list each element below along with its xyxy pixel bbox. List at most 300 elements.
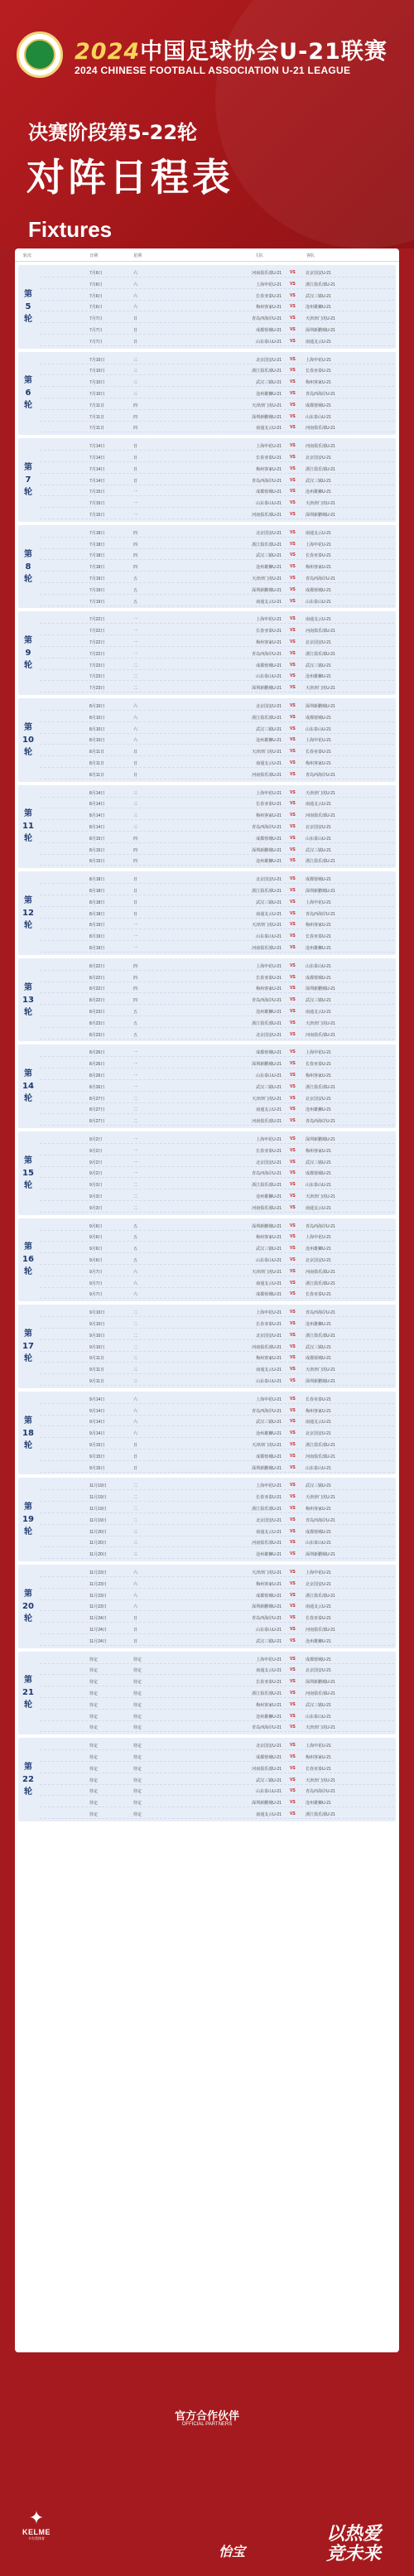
home-team: 青岛西海岸U-21 bbox=[252, 824, 282, 830]
away-team: 河南俱乐部U-21 bbox=[306, 813, 335, 819]
match-day: 待定 bbox=[133, 1744, 142, 1749]
round-label-part: 轮 bbox=[24, 1787, 32, 1797]
home-team: 北京国安U-21 bbox=[256, 1032, 282, 1038]
match-day: 三 bbox=[133, 357, 138, 363]
match-row bbox=[40, 1710, 394, 1721]
vs-label: VS bbox=[290, 1083, 296, 1089]
match-row bbox=[40, 613, 394, 624]
away-team: 河南俱乐部U-21 bbox=[306, 629, 335, 634]
away-team: 山东泰山U-21 bbox=[306, 726, 331, 732]
match-date: 9月2日 bbox=[89, 1160, 103, 1165]
match-row bbox=[40, 527, 394, 538]
round-label bbox=[18, 352, 38, 436]
vs-label: VS bbox=[290, 1494, 296, 1500]
round-label-part: 轮 bbox=[24, 747, 32, 757]
match-day: 五 bbox=[133, 1032, 138, 1038]
vs-label: VS bbox=[290, 270, 296, 275]
match-date: 7月7日 bbox=[89, 316, 103, 322]
match-day: 一 bbox=[133, 1171, 138, 1177]
match-row bbox=[40, 1306, 394, 1317]
kelme-name: KELME bbox=[22, 2528, 51, 2536]
match-row bbox=[40, 561, 394, 572]
match-date: 8月14日 bbox=[89, 824, 105, 830]
vs-label: VS bbox=[290, 1136, 296, 1141]
match-row bbox=[40, 960, 394, 971]
match-row bbox=[40, 1266, 394, 1276]
header-date: 日期 bbox=[89, 253, 99, 258]
home-team: 成都蓉城U-21 bbox=[256, 1593, 282, 1599]
match-date: 7月10日 bbox=[89, 380, 105, 386]
away-team: 青岛西海岸U-21 bbox=[306, 772, 335, 778]
home-team: 长春亚泰U-21 bbox=[256, 1495, 282, 1501]
away-team: 武汉三镇U-21 bbox=[306, 663, 331, 668]
match-date: 7月14日 bbox=[89, 444, 105, 450]
match-date: 8月14日 bbox=[89, 813, 105, 819]
away-team: 南通支云U-21 bbox=[306, 802, 331, 808]
match-row bbox=[40, 809, 394, 820]
match-date: 7月15日 bbox=[89, 490, 105, 495]
match-date: 11月24日 bbox=[89, 1638, 107, 1644]
vs-label: VS bbox=[290, 789, 296, 795]
round-label bbox=[18, 1738, 38, 1821]
match-day: 一 bbox=[133, 934, 138, 940]
round-label-part: 第 bbox=[24, 809, 32, 819]
header-away: 客队 bbox=[306, 253, 315, 258]
match-row bbox=[40, 485, 394, 496]
away-team: 深圳新鹏城U-21 bbox=[306, 512, 335, 518]
match-date: 待定 bbox=[89, 1691, 99, 1696]
vs-label: VS bbox=[290, 910, 296, 916]
match-day: 二 bbox=[133, 1506, 138, 1512]
vs-label: VS bbox=[290, 685, 296, 691]
match-row bbox=[40, 1220, 394, 1231]
match-date: 11月20日 bbox=[89, 1541, 107, 1546]
match-day: 六 bbox=[133, 1581, 138, 1587]
round-label-part: 第 bbox=[24, 289, 32, 299]
home-team: 沧州雄狮U-21 bbox=[256, 1714, 282, 1720]
home-team: 河南俱乐部U-21 bbox=[252, 1344, 282, 1350]
match-date: 9月6日 bbox=[89, 1247, 103, 1252]
match-date: 7月19日 bbox=[89, 576, 105, 581]
match-date: 9月15日 bbox=[89, 1465, 105, 1471]
round-label-part: 17 bbox=[22, 1341, 34, 1351]
match-date: 8月18日 bbox=[89, 888, 105, 894]
match-row bbox=[40, 896, 394, 907]
vs-label: VS bbox=[290, 466, 296, 471]
round-label-part: 第 bbox=[24, 1329, 32, 1339]
match-date: 8月19日 bbox=[89, 934, 105, 940]
match-row bbox=[40, 1375, 394, 1386]
match-date: 7月18日 bbox=[89, 542, 105, 548]
match-row bbox=[40, 1242, 394, 1253]
vs-label: VS bbox=[290, 628, 296, 634]
round-label-part: 8 bbox=[25, 562, 31, 572]
match-row bbox=[40, 364, 394, 375]
home-team: 南通支云U-21 bbox=[256, 761, 282, 766]
match-row bbox=[40, 1664, 394, 1675]
match-row bbox=[40, 1427, 394, 1438]
round-block bbox=[18, 265, 396, 349]
home-team: 山东泰山U-21 bbox=[256, 1257, 282, 1263]
home-team: 南通支云U-21 bbox=[256, 911, 282, 917]
match-day: 二 bbox=[133, 686, 138, 692]
match-day: 四 bbox=[133, 963, 138, 969]
match-day: 日 bbox=[133, 1616, 138, 1622]
vs-label: VS bbox=[290, 356, 296, 362]
away-team: 山东泰山U-21 bbox=[306, 836, 331, 842]
round-label bbox=[18, 1218, 38, 1302]
match-date: 8月23日 bbox=[89, 1009, 105, 1015]
away-team: 山东泰山U-21 bbox=[306, 963, 331, 969]
match-row bbox=[40, 769, 394, 779]
away-team: 沧州雄狮U-21 bbox=[306, 490, 331, 495]
vs-label: VS bbox=[290, 1061, 296, 1067]
match-row bbox=[40, 844, 394, 855]
round-block bbox=[18, 1652, 396, 1735]
match-row bbox=[40, 1405, 394, 1416]
home-team: 天津津门虎U-21 bbox=[252, 403, 282, 408]
vs-label: VS bbox=[290, 749, 296, 755]
vs-label: VS bbox=[290, 1713, 296, 1719]
away-team: 浙江俱乐部U-21 bbox=[306, 651, 335, 657]
away-team: 山东泰山U-21 bbox=[306, 414, 331, 420]
match-day: 三 bbox=[133, 1541, 138, 1546]
vs-label: VS bbox=[290, 1788, 296, 1794]
vs-label: VS bbox=[290, 598, 296, 604]
match-date: 9月7日 bbox=[89, 1269, 103, 1275]
vs-label: VS bbox=[290, 1464, 296, 1470]
away-team: 深圳新鹏城U-21 bbox=[306, 888, 335, 894]
match-day: 日 bbox=[133, 761, 138, 766]
match-date: 7月11日 bbox=[89, 403, 104, 408]
match-row bbox=[40, 324, 394, 335]
match-date: 8月10日 bbox=[89, 715, 105, 721]
home-team: 梅州客家U-21 bbox=[256, 639, 282, 645]
match-date: 9月2日 bbox=[89, 1137, 103, 1142]
home-team: 成都蓉城U-21 bbox=[256, 1454, 282, 1459]
vs-label: VS bbox=[290, 1320, 296, 1326]
match-date: 8月18日 bbox=[89, 900, 105, 905]
match-day: 一 bbox=[133, 490, 138, 495]
vs-label: VS bbox=[290, 511, 296, 517]
away-team: 梅州客家U-21 bbox=[306, 565, 331, 571]
match-date: 7月22日 bbox=[89, 629, 105, 634]
match-row bbox=[40, 1600, 394, 1611]
match-row bbox=[40, 1653, 394, 1664]
match-date: 9月14日 bbox=[89, 1420, 105, 1425]
vs-label: VS bbox=[290, 541, 296, 547]
match-day: 日 bbox=[133, 877, 138, 883]
home-team: 北京国安U-21 bbox=[256, 1744, 282, 1749]
home-team: 武汉三镇U-21 bbox=[256, 1247, 282, 1252]
match-row bbox=[40, 572, 394, 583]
fixtures-label: Fixtures bbox=[28, 217, 113, 242]
match-date: 7月15日 bbox=[89, 512, 105, 518]
vs-label: VS bbox=[290, 368, 296, 374]
away-team: 天津津门虎U-21 bbox=[306, 1725, 335, 1731]
home-team: 深圳新鹏城U-21 bbox=[252, 1223, 282, 1229]
match-date: 8月19日 bbox=[89, 945, 105, 951]
vs-label: VS bbox=[290, 1194, 296, 1199]
match-row bbox=[40, 1093, 394, 1103]
match-row bbox=[40, 942, 394, 953]
league-name-cn: 中国足球协会U-21联赛 bbox=[140, 39, 388, 65]
round-label bbox=[18, 785, 38, 869]
round-label-part: 第 bbox=[24, 895, 32, 905]
match-day: 四 bbox=[133, 859, 138, 865]
vs-label: VS bbox=[290, 1332, 296, 1338]
match-day: 日 bbox=[133, 1638, 138, 1644]
round-block bbox=[18, 352, 396, 436]
round-block bbox=[18, 611, 396, 695]
vs-label: VS bbox=[290, 1483, 296, 1488]
away-team: 天津津门虎U-21 bbox=[306, 501, 335, 507]
match-row bbox=[40, 1069, 394, 1080]
match-day: 六 bbox=[133, 1292, 138, 1298]
round-block bbox=[18, 1738, 396, 1821]
home-team: 梅州客家U-21 bbox=[256, 1702, 282, 1708]
round-label-part: 轮 bbox=[24, 834, 32, 844]
vs-label: VS bbox=[290, 650, 296, 656]
match-day: 六 bbox=[133, 1397, 138, 1402]
match-day: 四 bbox=[133, 847, 138, 853]
away-team: 青岛西海岸U-21 bbox=[306, 1310, 335, 1316]
match-row bbox=[40, 278, 394, 289]
vs-label: VS bbox=[290, 997, 296, 1003]
match-date: 9月10日 bbox=[89, 1333, 105, 1339]
away-team: 山东泰山U-21 bbox=[306, 599, 331, 605]
match-date: 8月23日 bbox=[89, 1032, 105, 1038]
match-day: 日 bbox=[133, 1442, 138, 1448]
match-day: 五 bbox=[133, 1020, 138, 1026]
vs-label: VS bbox=[290, 1355, 296, 1361]
match-day: 四 bbox=[133, 553, 138, 559]
home-team: 浙江俱乐部U-21 bbox=[252, 1020, 282, 1026]
match-day: 三 bbox=[133, 369, 138, 374]
match-date: 9月3日 bbox=[89, 1194, 103, 1199]
away-team: 浙江俱乐部U-21 bbox=[306, 1442, 335, 1448]
match-day: 一 bbox=[133, 1073, 138, 1078]
match-date: 待定 bbox=[89, 1702, 99, 1708]
match-date: 8月27日 bbox=[89, 1107, 105, 1113]
match-row bbox=[40, 723, 394, 734]
home-team: 梅州客家U-21 bbox=[256, 1581, 282, 1587]
home-team: 深圳新鹏城U-21 bbox=[252, 686, 282, 692]
header-banner bbox=[0, 0, 414, 248]
match-day: 二 bbox=[133, 1517, 138, 1523]
round-label-part: 轮 bbox=[24, 1094, 32, 1104]
match-date: 11月23日 bbox=[89, 1570, 107, 1575]
match-date: 8月27日 bbox=[89, 1119, 105, 1125]
match-row bbox=[40, 1514, 394, 1525]
match-row bbox=[40, 335, 394, 346]
match-day: 一 bbox=[133, 651, 138, 657]
home-team: 梅州客家U-21 bbox=[256, 1356, 282, 1362]
match-row bbox=[40, 1774, 394, 1785]
vs-label: VS bbox=[290, 402, 296, 408]
round-label-part: 第 bbox=[24, 1589, 32, 1599]
vs-label: VS bbox=[290, 1107, 296, 1112]
match-row bbox=[40, 1589, 394, 1600]
round-label-part: 22 bbox=[22, 1774, 34, 1784]
away-team: 浙江俱乐部U-21 bbox=[306, 1593, 335, 1599]
away-team: 上海申花U-21 bbox=[306, 357, 331, 363]
match-row bbox=[40, 1462, 394, 1473]
match-row bbox=[40, 1017, 394, 1028]
away-team: 武汉三镇U-21 bbox=[306, 847, 331, 853]
round-label-part: 第 bbox=[24, 1069, 32, 1079]
vs-label: VS bbox=[290, 1204, 296, 1210]
match-day: 一 bbox=[133, 501, 138, 507]
home-team: 山东泰山U-21 bbox=[256, 501, 282, 507]
match-day: 日 bbox=[133, 911, 138, 917]
vs-label: VS bbox=[290, 1638, 296, 1643]
match-day: 四 bbox=[133, 426, 138, 432]
match-row bbox=[40, 1479, 394, 1490]
match-date: 7月22日 bbox=[89, 651, 105, 657]
vs-label: VS bbox=[290, 1453, 296, 1459]
vs-label: VS bbox=[290, 639, 296, 644]
match-day: 六 bbox=[133, 1269, 138, 1275]
round-label-part: 轮 bbox=[24, 1267, 32, 1277]
match-row bbox=[40, 1341, 394, 1352]
vs-label: VS bbox=[290, 1528, 296, 1534]
away-team: 南通支云U-21 bbox=[306, 530, 331, 536]
away-team: 成都蓉城U-21 bbox=[306, 587, 331, 593]
vs-label: VS bbox=[290, 933, 296, 939]
home-team: 深圳新鹏城U-21 bbox=[252, 1801, 282, 1807]
match-day: 二 bbox=[133, 1495, 138, 1501]
match-day: 五 bbox=[133, 1235, 138, 1241]
match-row bbox=[40, 267, 394, 277]
round-block bbox=[18, 525, 396, 609]
match-row bbox=[40, 301, 394, 311]
vs-label: VS bbox=[290, 292, 296, 298]
vs-label: VS bbox=[290, 564, 296, 570]
match-day: 三 bbox=[133, 391, 138, 397]
vs-label: VS bbox=[290, 1407, 296, 1413]
vs-label: VS bbox=[290, 1008, 296, 1014]
home-team: 长春亚泰U-21 bbox=[256, 1148, 282, 1154]
away-team: 武汉三镇U-21 bbox=[306, 1702, 331, 1708]
vs-label: VS bbox=[290, 477, 296, 483]
home-team: 长春亚泰U-21 bbox=[256, 975, 282, 981]
match-date: 8月23日 bbox=[89, 1020, 105, 1026]
home-team: 武汉三镇U-21 bbox=[256, 726, 282, 732]
round-block bbox=[18, 1478, 396, 1561]
match-row bbox=[40, 982, 394, 993]
home-team: 南通支云U-21 bbox=[256, 426, 282, 432]
away-team: 长春亚泰U-21 bbox=[306, 1397, 331, 1402]
round-block bbox=[18, 1131, 396, 1215]
slogan-line-1: 以热爱 bbox=[325, 2524, 381, 2545]
round-label-part: 10 bbox=[22, 735, 34, 745]
vs-label: VS bbox=[290, 1615, 296, 1621]
match-day: 二 bbox=[133, 1310, 138, 1316]
match-day: 二 bbox=[133, 1205, 138, 1211]
home-team: 南通支云U-21 bbox=[256, 1529, 282, 1535]
match-row bbox=[40, 1416, 394, 1426]
match-day: 二 bbox=[133, 1119, 138, 1125]
match-day: 三 bbox=[133, 1552, 138, 1558]
match-row bbox=[40, 1081, 394, 1092]
vs-label: VS bbox=[290, 1223, 296, 1228]
match-date: 8月18日 bbox=[89, 877, 105, 883]
match-date: 7月7日 bbox=[89, 328, 103, 333]
match-day: 六 bbox=[133, 1570, 138, 1575]
round-label-part: 轮 bbox=[24, 1527, 32, 1537]
vs-label: VS bbox=[290, 1517, 296, 1522]
away-team: 南通支云U-21 bbox=[306, 1420, 331, 1425]
round-label bbox=[18, 1392, 38, 1475]
away-team: 深圳新鹏城U-21 bbox=[306, 328, 335, 333]
match-date: 7月10日 bbox=[89, 357, 105, 363]
away-team: 成都蓉城U-21 bbox=[306, 975, 331, 981]
match-date: 待定 bbox=[89, 1725, 99, 1731]
round-label-part: 第 bbox=[24, 549, 32, 559]
away-team: 上海申花U-21 bbox=[306, 1050, 331, 1056]
round-label-part: 轮 bbox=[24, 574, 32, 584]
round-label-part: 轮 bbox=[24, 661, 32, 671]
match-day: 四 bbox=[133, 836, 138, 842]
match-date: 待定 bbox=[89, 1789, 99, 1795]
vs-label: VS bbox=[290, 1627, 296, 1632]
home-team: 浙江俱乐部U-21 bbox=[252, 888, 282, 894]
match-day: 六 bbox=[133, 1604, 138, 1610]
vs-label: VS bbox=[290, 813, 296, 818]
vs-label: VS bbox=[290, 962, 296, 968]
away-team: 浙江俱乐部U-21 bbox=[306, 859, 335, 865]
home-team: 天津津门虎U-21 bbox=[252, 1269, 282, 1275]
match-day: 二 bbox=[133, 674, 138, 680]
match-row bbox=[40, 1612, 394, 1623]
match-date: 7月22日 bbox=[89, 617, 105, 623]
round-label bbox=[18, 1478, 38, 1561]
round-label-part: 第 bbox=[24, 1762, 32, 1772]
vs-label: VS bbox=[290, 944, 296, 950]
vs-label: VS bbox=[290, 1310, 296, 1315]
vs-label: VS bbox=[290, 986, 296, 991]
match-row bbox=[40, 712, 394, 722]
away-team: 河南俱乐部U-21 bbox=[306, 1032, 335, 1038]
vs-label: VS bbox=[290, 703, 296, 708]
home-team: 梅州客家U-21 bbox=[256, 466, 282, 472]
vs-label: VS bbox=[290, 1690, 296, 1696]
match-row bbox=[40, 312, 394, 323]
away-team: 长春亚泰U-21 bbox=[306, 369, 331, 374]
away-team: 浙江俱乐部U-21 bbox=[306, 282, 335, 287]
match-day: 一 bbox=[133, 1148, 138, 1154]
match-date: 8月19日 bbox=[89, 923, 105, 929]
vs-label: VS bbox=[290, 1246, 296, 1252]
away-team: 浙江俱乐部U-21 bbox=[306, 1084, 335, 1090]
match-row bbox=[40, 787, 394, 798]
match-day: 日 bbox=[133, 339, 138, 345]
away-team: 成都蓉城U-21 bbox=[306, 1356, 331, 1362]
vs-label: VS bbox=[290, 338, 296, 344]
vs-label: VS bbox=[290, 760, 296, 765]
match-date: 待定 bbox=[89, 1668, 99, 1674]
match-date: 8月15日 bbox=[89, 836, 105, 842]
match-day: 五 bbox=[133, 1009, 138, 1015]
home-team: 上海申花U-21 bbox=[256, 1657, 282, 1662]
match-date: 9月6日 bbox=[89, 1257, 103, 1263]
match-row bbox=[40, 885, 394, 895]
home-team: 天津津门虎U-21 bbox=[252, 1570, 282, 1575]
home-team: 青岛西海岸U-21 bbox=[252, 316, 282, 322]
round-label-part: 12 bbox=[22, 908, 34, 918]
vs-label: VS bbox=[290, 304, 296, 310]
